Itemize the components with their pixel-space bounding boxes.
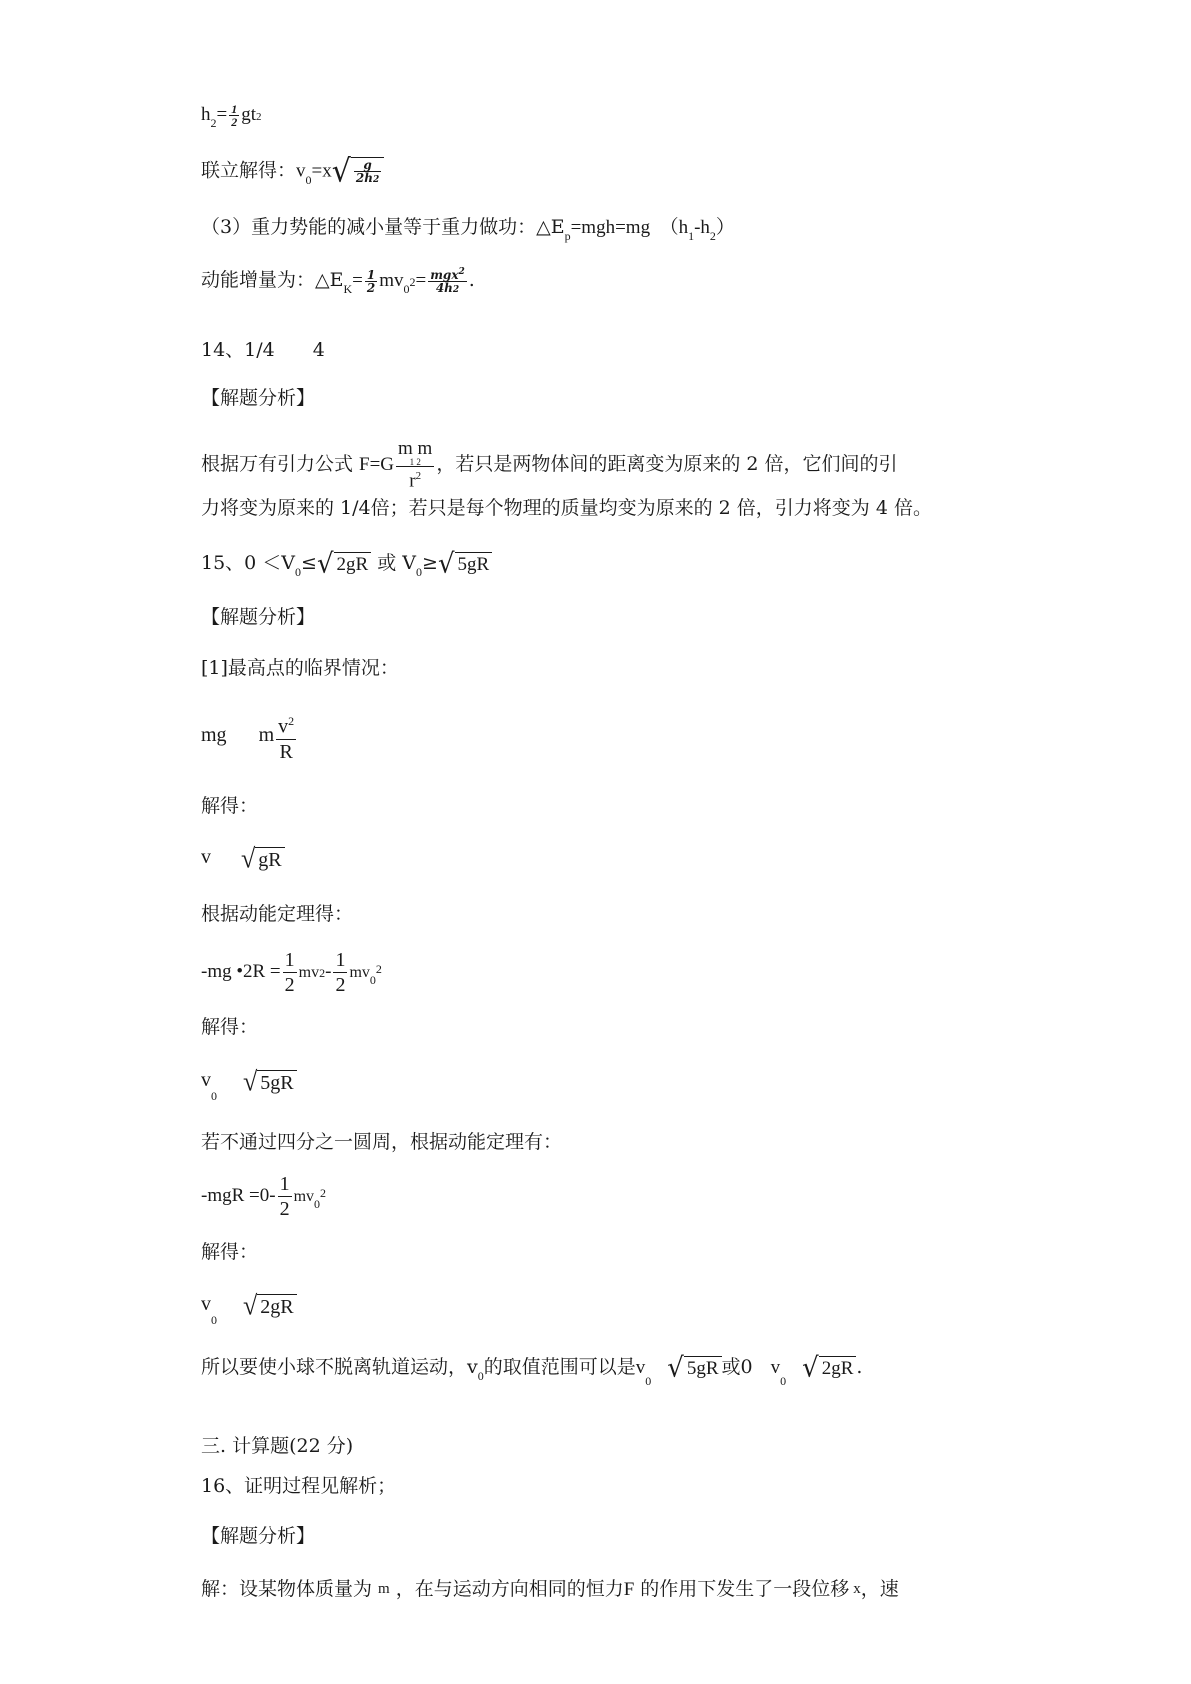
fraction-half: $\frac{1}{2}$ xyxy=(335,949,346,996)
fraction-mgx2-over-4h2: $\frac{mgx^2}{4h2}$ xyxy=(430,267,465,295)
kinetic-energy-line: 动能增量为：$\triangle E_K=$ $\frac{1}{2}$ $mv_02=$ $\frac{mgx^2}{4h2}$ . xyxy=(201,267,475,296)
analysis-heading: 【解题分析】 xyxy=(201,606,316,628)
solve-label: 解得： xyxy=(201,1241,259,1263)
fraction-half: $\frac{1}{2}$ xyxy=(231,102,238,130)
answer-15: 15、$0 <V_0\le√$ 2gR 或 $V_0\ge√$ 5gR xyxy=(201,551,492,577)
equation-v-sqrt-gR: v √ gR xyxy=(201,845,285,872)
conclusion-range: 所以要使小球不脱离轨道运动，$v_0$的取值范围可以是$v_0$ √ 5gR 或0 $v_0$ √ 2gR . xyxy=(201,1352,863,1388)
analysis-heading: 【解题分析】 xyxy=(201,387,316,409)
section-heading-calculation: 三. 计算题(22 分) xyxy=(201,1435,354,1457)
equation-mg-centripetal: mg m $\frac{v^2}{R}$ xyxy=(201,709,298,764)
sqrt-gR: √ gR xyxy=(241,845,285,871)
answer-14: 14、1/4 4 xyxy=(201,339,325,361)
gravitation-explanation: 力将变为原来的 1/4倍；若只是每个物理的质量均变为原来的 2 倍，引力将变为 4 倍。 xyxy=(201,497,932,519)
critical-case-label: [1]最高点的临界情况： xyxy=(201,657,399,679)
theorem-label: 根据动能定理得： xyxy=(201,903,354,925)
sqrt-5gR: √ 5gR xyxy=(667,1355,721,1381)
fraction-v2-over-R: $\frac{v^2}{R}$ xyxy=(276,709,296,764)
quarter-circle-condition: 若不通过四分之一圆周，根据动能定理有： xyxy=(201,1131,563,1153)
fraction-m1m2-over-r2: m m 1 2 $r^2$ xyxy=(398,438,433,492)
sqrt-5gR: √ 5gR xyxy=(438,551,492,577)
solution-v0: 联立解得：$v_0=x√$ $\frac{g}{2h2}$ xyxy=(201,157,384,186)
equation-energy-quarter: -mgR =0- $\frac{1}{2}$ $mv_0^2$ xyxy=(201,1173,327,1220)
answer-16: 16、证明过程见解析； xyxy=(201,1475,397,1497)
analysis-heading: 【解题分析】 xyxy=(201,1525,316,1547)
equation-energy-top: -mg •2R = $\frac{1}{2}$ mv2- $\frac{1}{2}$ $mv_0^2$ xyxy=(201,949,382,996)
potential-energy-line: （3）重力势能的减小量等于重力做功：$\triangle E_p=mgh=mg$ $(h_1-h_2)$ xyxy=(201,216,735,243)
fraction-half: $\frac{1}{2}$ xyxy=(279,1173,290,1220)
solve-label: 解得： xyxy=(201,795,259,817)
equation-v0-sqrt-5gR: $v_0$ √ 5gR xyxy=(201,1068,297,1095)
sqrt-2gR: √ 2gR xyxy=(243,1292,297,1318)
sqrt-2gR: √ 2gR xyxy=(317,551,371,577)
solve-label: 解得： xyxy=(201,1016,259,1038)
equation-h2: $h_2=$ $\frac{1}{2}$ gt2 xyxy=(201,102,262,130)
gravitation-formula-line: 根据万有引力公式 F=G m m 1 2 $r^2$ ，若只是两物体间的距离变为原来的 2 倍，它们间的引 xyxy=(201,438,898,492)
sqrt-5gR: √ 5gR xyxy=(243,1068,297,1094)
proof-setup-line: 解：设某物体质量为 $^m$ ，在与运动方向相同的恒力F 的作用下发生了一段位移 $^x$，速 xyxy=(201,1578,899,1600)
fraction-half: $\frac{1}{2}$ xyxy=(284,949,295,996)
sqrt-g-over-2h2: √ $\frac{g}{2h2}$ xyxy=(332,157,384,186)
fraction-half: $\frac{1}{2}$ xyxy=(366,267,376,295)
sqrt-2gR: √ 2gR xyxy=(802,1355,856,1381)
equation-v0-sqrt-2gR: $v_0$ √ 2gR xyxy=(201,1292,297,1319)
